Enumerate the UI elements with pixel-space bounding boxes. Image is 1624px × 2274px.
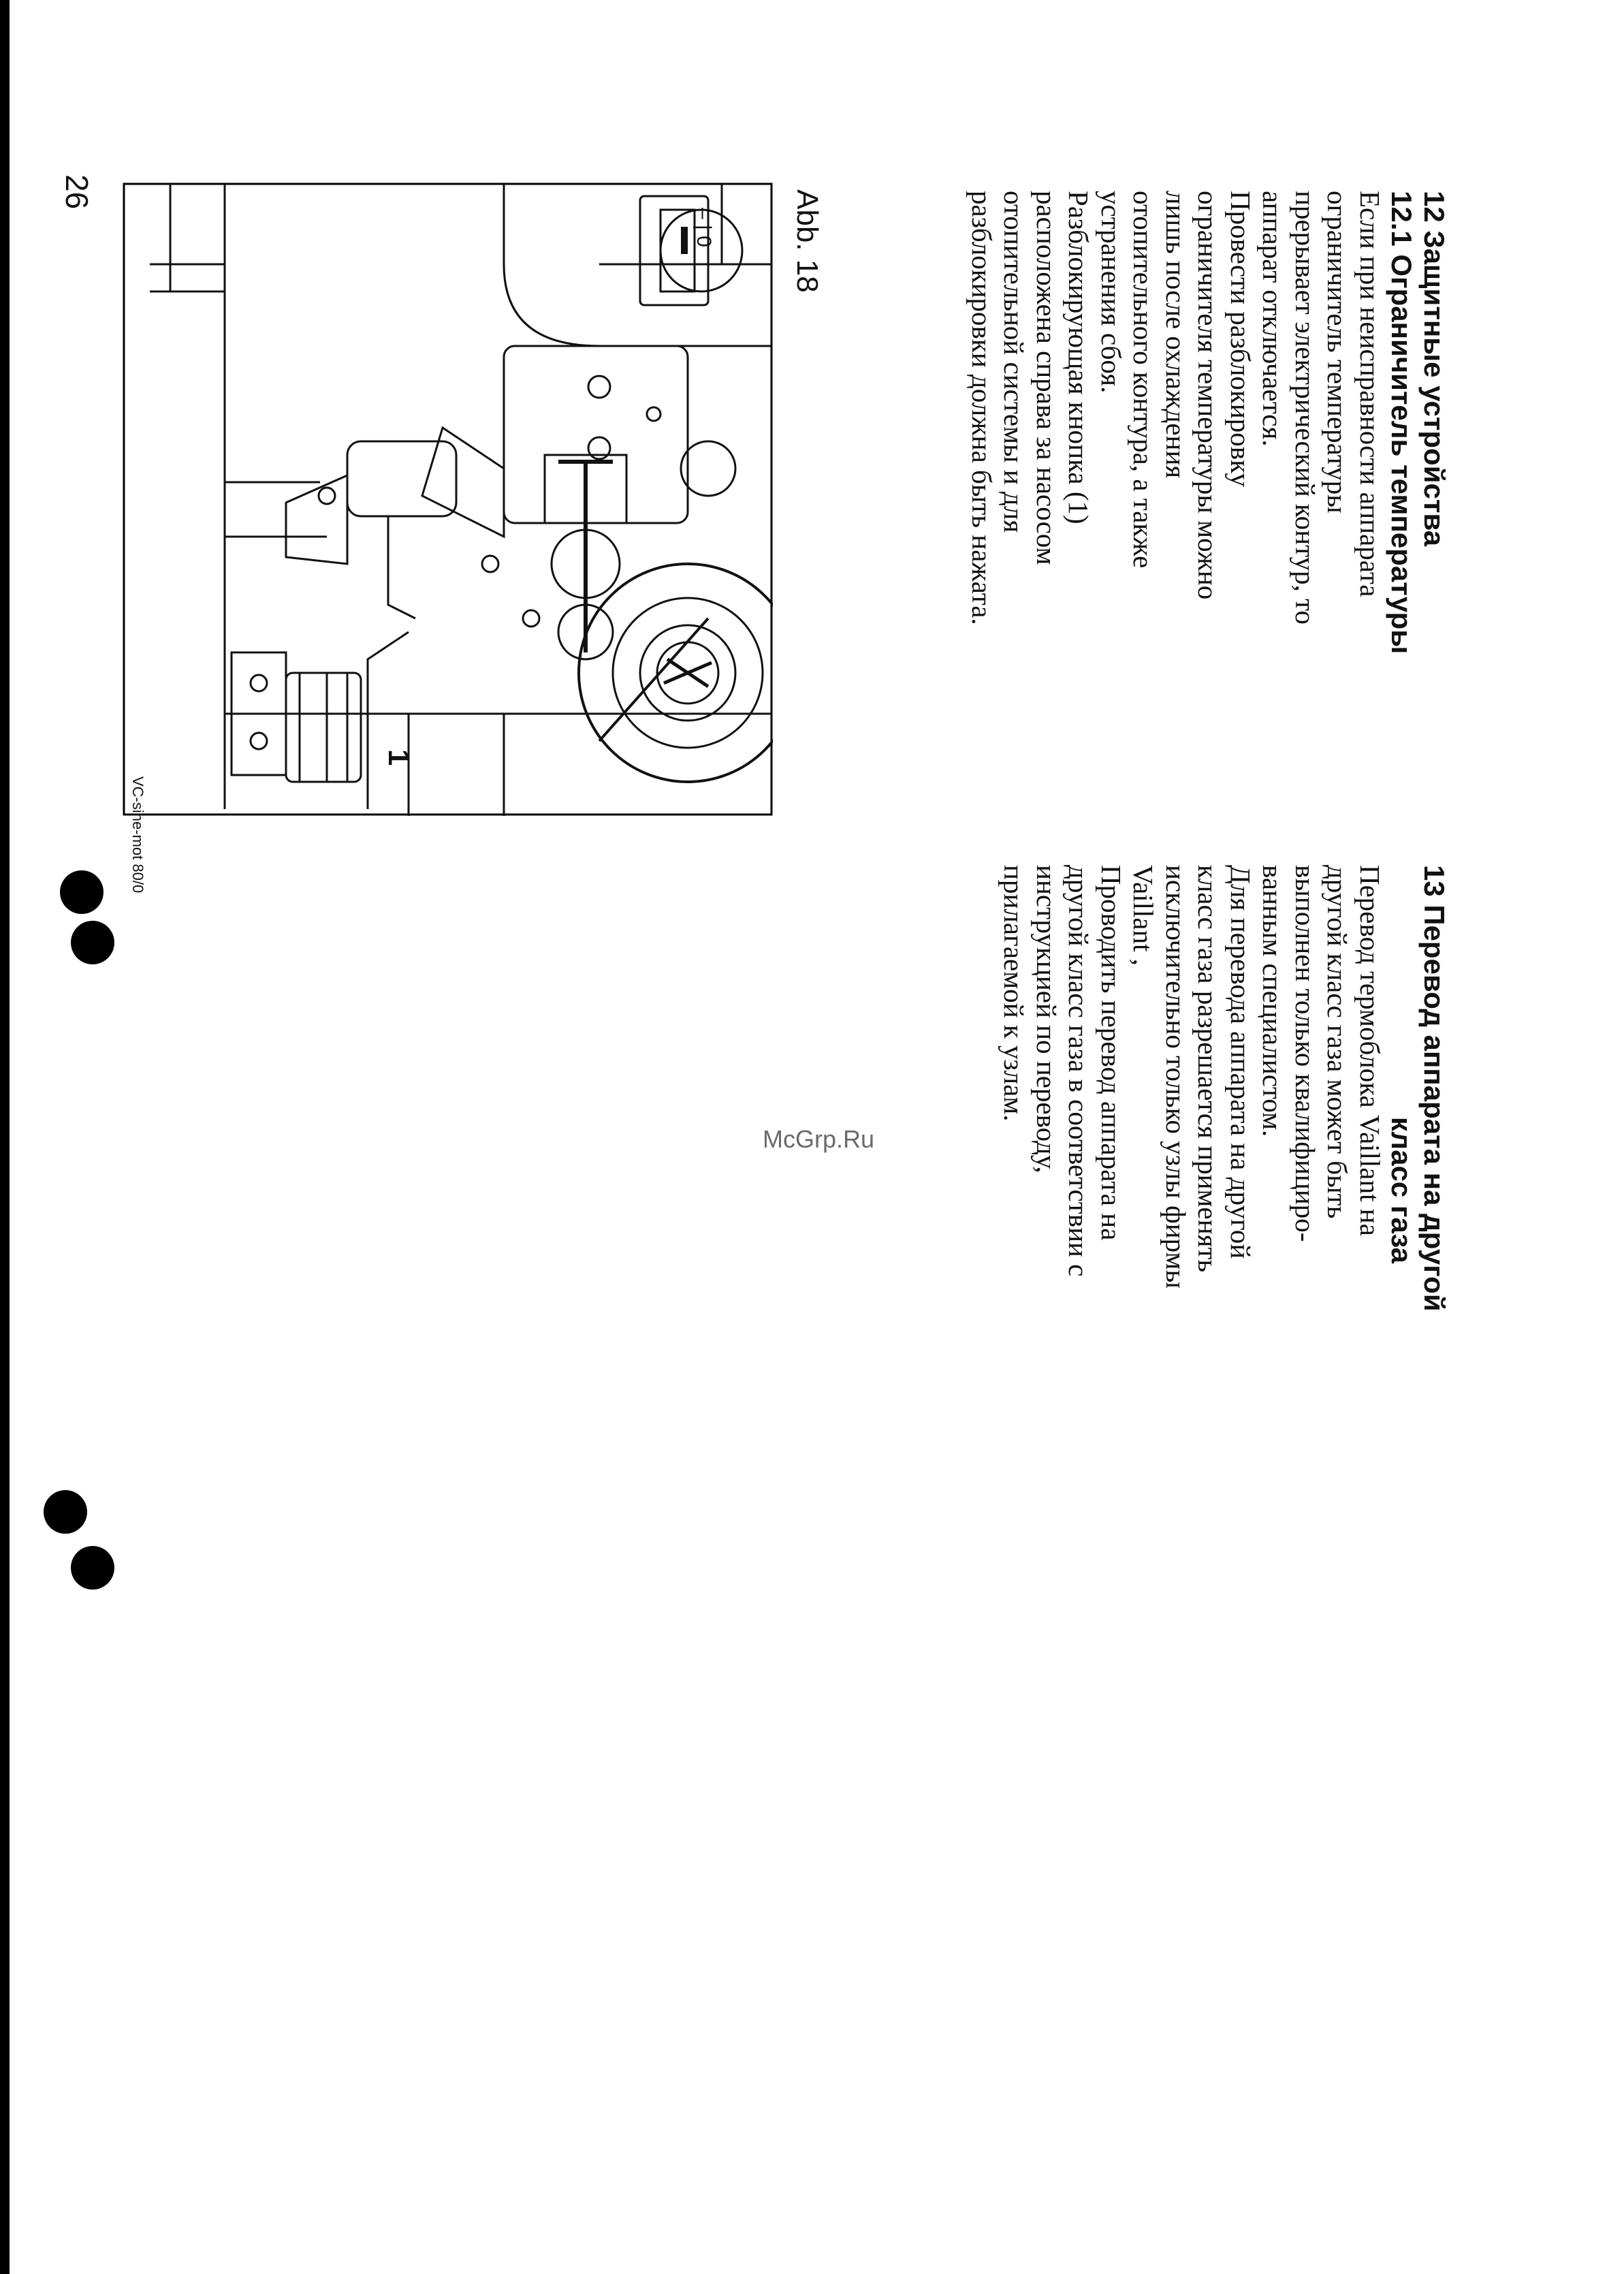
body-line: устранения сбоя. bbox=[1096, 191, 1127, 394]
body-line: отопительного контура, а также bbox=[1128, 191, 1160, 569]
body-line: Если при неисправности аппарата bbox=[1354, 191, 1386, 597]
body-line: аппарат отключается. bbox=[1257, 191, 1289, 447]
section-13 bbox=[998, 865, 1450, 1451]
section-13-heading: 13 Перевод аппарата на другой bbox=[1418, 865, 1450, 1312]
body-line: исключительно только узлы фирмы bbox=[1160, 865, 1192, 1289]
body-line: ванным специалистом. bbox=[1257, 865, 1289, 1137]
body-line: Разблокирующая кнопка (1) bbox=[1063, 191, 1095, 524]
body-line: Перевод термоблока Vaillant на bbox=[1354, 865, 1386, 1236]
body-line: инструкцией по переводу, bbox=[1031, 865, 1062, 1173]
body-line: Провести разблокировку bbox=[1225, 191, 1256, 488]
figure-drawing-code: VC-sine-mot 80/0 bbox=[129, 776, 146, 894]
section-12 bbox=[966, 191, 1451, 763]
section-13-heading-cont: класс газа bbox=[1386, 1117, 1418, 1264]
section-12-1-heading: 12.1 Ограничитель температуры bbox=[1386, 191, 1418, 654]
figure-switch-label: – | 0 bbox=[692, 208, 715, 247]
body-line: другой класс газа в соответствии с bbox=[1063, 865, 1095, 1277]
punch-hole bbox=[44, 1490, 87, 1534]
page-number: 26 bbox=[59, 174, 95, 210]
body-line: ограничителя температуры можно bbox=[1192, 191, 1224, 600]
body-line: ограничитель температуры bbox=[1322, 191, 1354, 514]
binding-edge bbox=[0, 0, 10, 2274]
body-line: разблокировки должна быть нажата. bbox=[966, 191, 998, 625]
figure-caption: Abb. 18 bbox=[791, 189, 824, 293]
punch-hole bbox=[71, 921, 114, 964]
body-line: лишь после охлаждения bbox=[1160, 191, 1192, 479]
callout-label-1: 1 bbox=[382, 749, 415, 766]
punch-hole bbox=[60, 870, 104, 914]
body-line: расположена справа за насосом bbox=[1031, 191, 1062, 565]
watermark: McGrp.Ru bbox=[763, 1125, 875, 1153]
body-line: Проводить перевод аппарата на bbox=[1096, 865, 1127, 1241]
body-line: Vaillant , bbox=[1128, 865, 1160, 966]
body-line: класс газа разрешается применять bbox=[1192, 865, 1224, 1273]
body-line: Для перевода аппарата на другой bbox=[1225, 865, 1256, 1259]
figure-abb-18 bbox=[123, 183, 773, 816]
body-line: выполнен только квалифициро- bbox=[1290, 865, 1321, 1242]
section-12-heading: 12 Защитные устройства bbox=[1418, 191, 1450, 547]
punch-hole bbox=[71, 1546, 114, 1590]
body-line: прилагаемой к узлам. bbox=[998, 865, 1030, 1122]
body-line: прерывает электрический контур, то bbox=[1290, 191, 1321, 625]
body-line: отопительной системы и для bbox=[998, 191, 1030, 533]
body-line: другой класс газа может быть bbox=[1322, 865, 1354, 1219]
